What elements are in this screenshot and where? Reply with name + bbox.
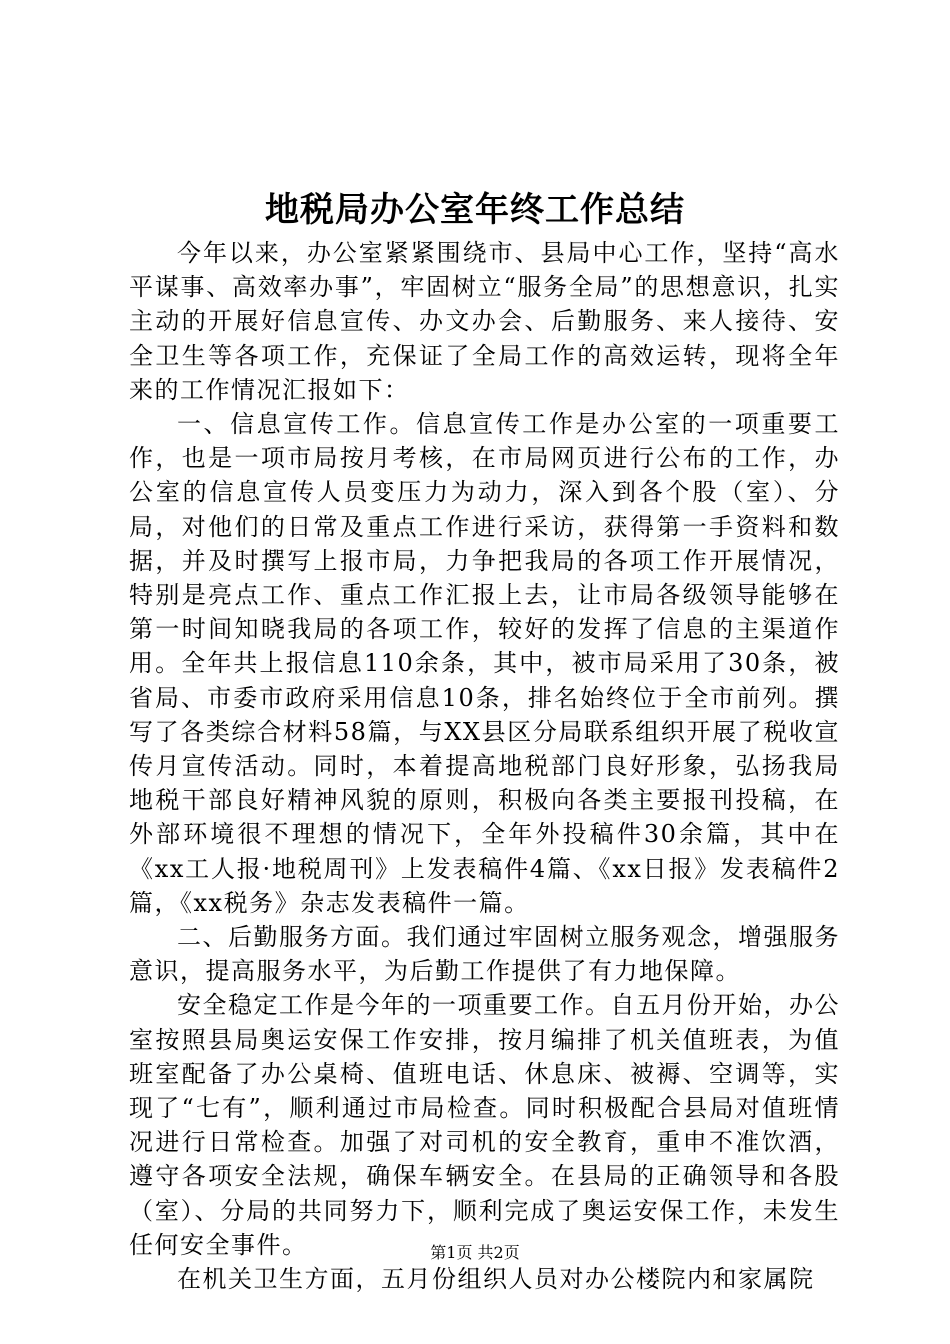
paragraph-information-publicity: 一、信息宣传工作。信息宣传工作是办公室的一项重要工作，也是一项市局按月考核，在市局网页进行公布的工作，办公室的信息宣传人员变压力为动力，深入到各个股（室）、分局，对他们的日常及重点工作进行采访，获得第一手资料和数据，并及时撰写上报市局，力争把我局的各项工作开展情况，特别是亮点工作、重点工作汇报上去，让市局各级领导能够在第一时间知晓我局的各项工作，较好的发挥了信息的主渠道作用。全年共上报信息110余条，其中，被市局采用了30条，被省局、市委市政府采用信息10条，排名始终位于全市前列。撰写了各类综合材料58篇，与XX县区分局联系组织开展了税收宣传月宣传活动。同时，本着提高地税部门良好形象，弘扬我局地税干部良好精神风貌的原则，积极向各类主要报刊投稿，在外部环境很不理想的情况下，全年外投稿件30余篇，其中在《xx工人报·地税周刊》上发表稿件4篇、《xx日报》发表稿件2篇，《xx税务》杂志发表稿件一篇。 [129,410,840,917]
document-body [129,236,840,1296]
paragraph-safety-stability: 安全稳定工作是今年的一项重要工作。自五月份开始，办公室按照县局奥运安保工作安排，按月编排了机关值班表，为值班室配备了办公桌椅、值班电话、休息床、被褥、空调等，实现了“七有”，顺利通过市局检查。同时积极配合县局对值班情况进行日常检查。加强了对司机的安全教育，重申不准饮酒，遵守各项安全法规，确保车辆安全。在县局的正确领导和各股（室）、分局的共同努力下，顺利完成了奥运安保工作，未发生任何安全事件。 [129,991,840,1259]
page-footer: 第1页 共2页 [430,1243,520,1262]
paragraph-intro: 今年以来，办公室紧紧围绕市、县局中心工作，坚持“高水平谋事、高效率办事”，牢固树立“服务全局”的思想意识，扎实主动的开展好信息宣传、办文办会、后勤服务、来人接待、安全卫生等各项工作，充保证了全局工作的高效运转，现将全年来的工作情况汇报如下： [129,239,840,404]
document-title: 地税局办公室年终工作总结 [265,190,685,230]
paragraph-office-hygiene: 在机关卫生方面，五月份组织人员对办公楼院内和家属院 [177,1265,815,1294]
paragraph-logistics-service: 二、后勤服务方面。我们通过牢固树立服务观念，增强服务意识，提高服务水平，为后勤工作提供了有力地保障。 [129,923,840,986]
